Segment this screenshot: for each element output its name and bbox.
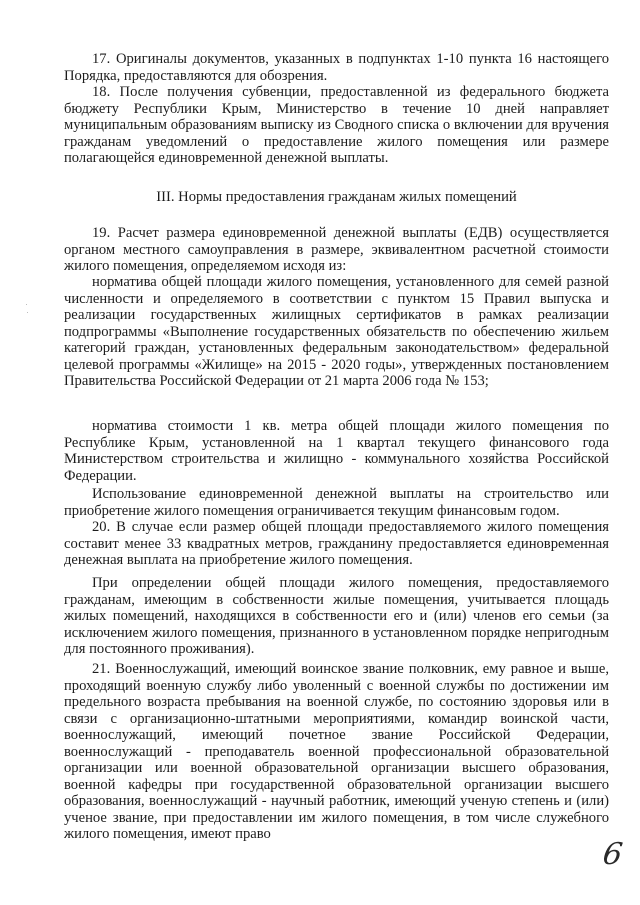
paragraph-20-area-calc: При определении общей площади жилого помещения, предоставляемого гражданам, имеющим в собственности жилые помещения, учитывается площадь жилых помещений, находящихся в собственности его и (или) членов его семьи (за исключением жилого помещения, признанного в установленном порядке непригодным для постоянного проживания). [64,575,609,657]
paragraph-19-usage: Использование единовременной денежной выплаты на строительство или приобретение жилого помещения ограничивается текущим финансовым годом. [64,486,609,519]
paragraph-21: 21. Военнослужащий, имеющий воинское звание полковник, ему равное и выше, проходящий военную службу либо уволенный с военной службы по достижении им предельного возраста пребывания на военной службе, по состоянию здоровья или в связи с организационно-штатными мероприятиями, командир воинской части, военнослужащий, имеющий почетное звание Российской Федерации, военнослужащий - преподаватель военной профессиональной образовательной организации или военной образовательной организации высшего образования, военной кафедры при государственной образовательной организации высшего образования, военнослужащий - научный работник, имеющий ученую степень и (или) ученое звание, при предоставлении им жилого помещения, в том числе служебного жилого помещения, имеют право [64,661,609,842]
page-number-digit: 6 [600,837,625,872]
section-heading: III. Нормы предоставления гражданам жилых помещений [156,189,517,205]
handwritten-page-number [600,835,633,875]
paragraph-19-cost-norm: норматива стоимости 1 кв. метра общей площади жилого помещения по Республике Крым, установленной на 1 квартал текущего финансового года Министерством строительства и жилищно - коммунального хозяйства Российской Федерации. [64,418,609,484]
paragraph-19-area-norm: норматива общей площади жилого помещения, установленного для семей разной численности и определяемого в соответствии с пунктом 15 Правил выпуска и реализации государственных жилищных сертификатов в рамках реализации подпрограммы «Выполнение государственных обязательств по обеспечению жильем категорий граждан, установленных федеральным законодательством» федеральной целевой программы «Жилище» на 2015 - 2020 годы», утвержденных постановлением Правительства Российской Федерации от 21 марта 2006 года № 153; [64,274,609,389]
scan-speck [26,304,27,305]
paragraph-19: 19. Расчет размера единовременной денежной выплаты (ЕДВ) осуществляется органом местного самоуправления в размере, эквивалентном расчетной стоимости жилого помещения, определяемом исходя из: [64,225,609,274]
paragraph-20: 20. В случае если размер общей площади предоставляемого жилого помещения составит менее 33 квадратных метров, гражданину предоставляется единовременная денежная выплата на приобретение жилого помещения. [64,519,609,568]
paragraph-17: 17. Оригиналы документов, указанных в подпунктах 1-10 пункта 16 настоящего Порядка, предоставляются для обозрения. [64,51,609,84]
scan-speck [27,312,28,313]
paragraph-18: 18. После получения субвенции, предоставленной из федерального бюджета бюджету Республики Крым, Министерство в течение 10 дней направляет муниципальным образованиям выписку из Сводного списка о включении для вручения гражданам уведомлений о предоставление жилого помещения или размере полагающейся единовременной денежной выплаты. [64,84,609,166]
